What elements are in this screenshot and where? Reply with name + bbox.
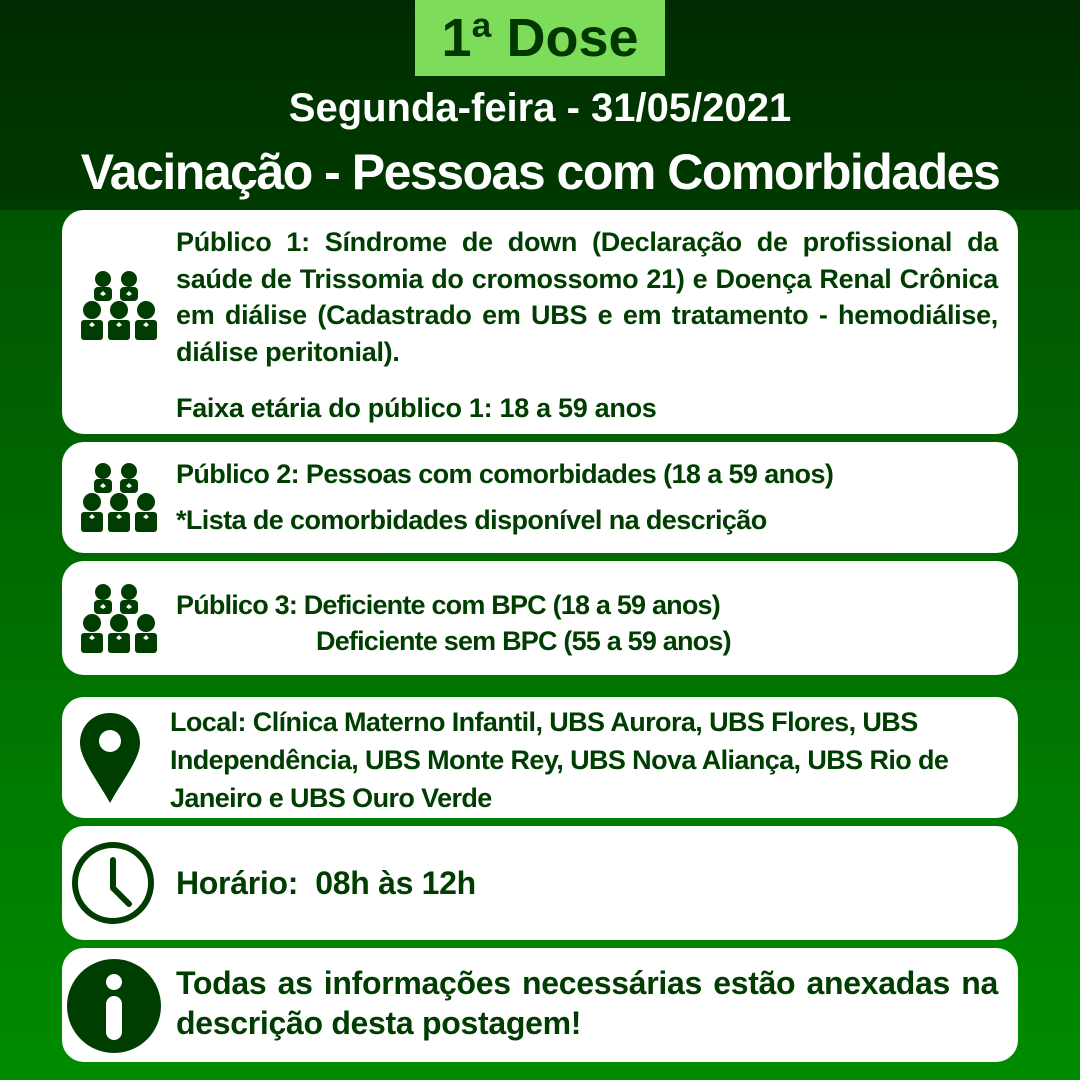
people-group-icon: [80, 462, 158, 532]
people-group-icon: [80, 270, 158, 340]
clock-icon: [70, 840, 156, 926]
card-publico-1: [62, 210, 1018, 434]
people-group-icon: [80, 583, 158, 653]
publico-3-line-1: Público 3: Deficiente com BPC (18 a 59 anos): [176, 590, 720, 620]
dose-badge: 1ª Dose: [415, 0, 665, 76]
publico-2-title: Público 2: Pessoas com comorbidades (18 a 59 anos): [176, 459, 834, 489]
date-subtitle: Segunda-feira - 31/05/2021: [288, 86, 792, 130]
card-publico-3: [62, 561, 1018, 675]
card-info: [62, 948, 1018, 1062]
card-location: [62, 697, 1018, 818]
publico-1-description: Público 1: Síndrome de down (Declaração de profissional da saúde de Trissomia do cromossomo 21) e Doença Renal Crônica em diálise (Cadastrado em UBS e em tratamento - hemodiálise, diálise peritonial).: [176, 227, 998, 367]
info-icon: [66, 958, 162, 1054]
publico-2-note: *Lista de comorbidades disponível na descrição: [176, 505, 767, 535]
info-text: Todas as informações necessárias estão anexadas na descrição desta postagem!: [176, 965, 998, 1041]
card-publico-2: [62, 442, 1018, 553]
schedule-text: Horário: 08h às 12h: [176, 865, 476, 901]
location-text: Local: Clínica Materno Infantil, UBS Aurora, UBS Flores, UBS Independência, UBS Monte Rey, UBS Nova Aliança, UBS Rio de Janeiro e UBS Ouro Verde: [170, 707, 949, 813]
page-title: Vacinação - Pessoas com Comorbidades: [80, 144, 1000, 200]
publico-1-age-range: Faixa etária do público 1: 18 a 59 anos: [176, 393, 657, 423]
publico-3-line-2: Deficiente sem BPC (55 a 59 anos): [316, 626, 731, 656]
card-schedule: [62, 826, 1018, 940]
location-pin-icon: [78, 711, 142, 805]
